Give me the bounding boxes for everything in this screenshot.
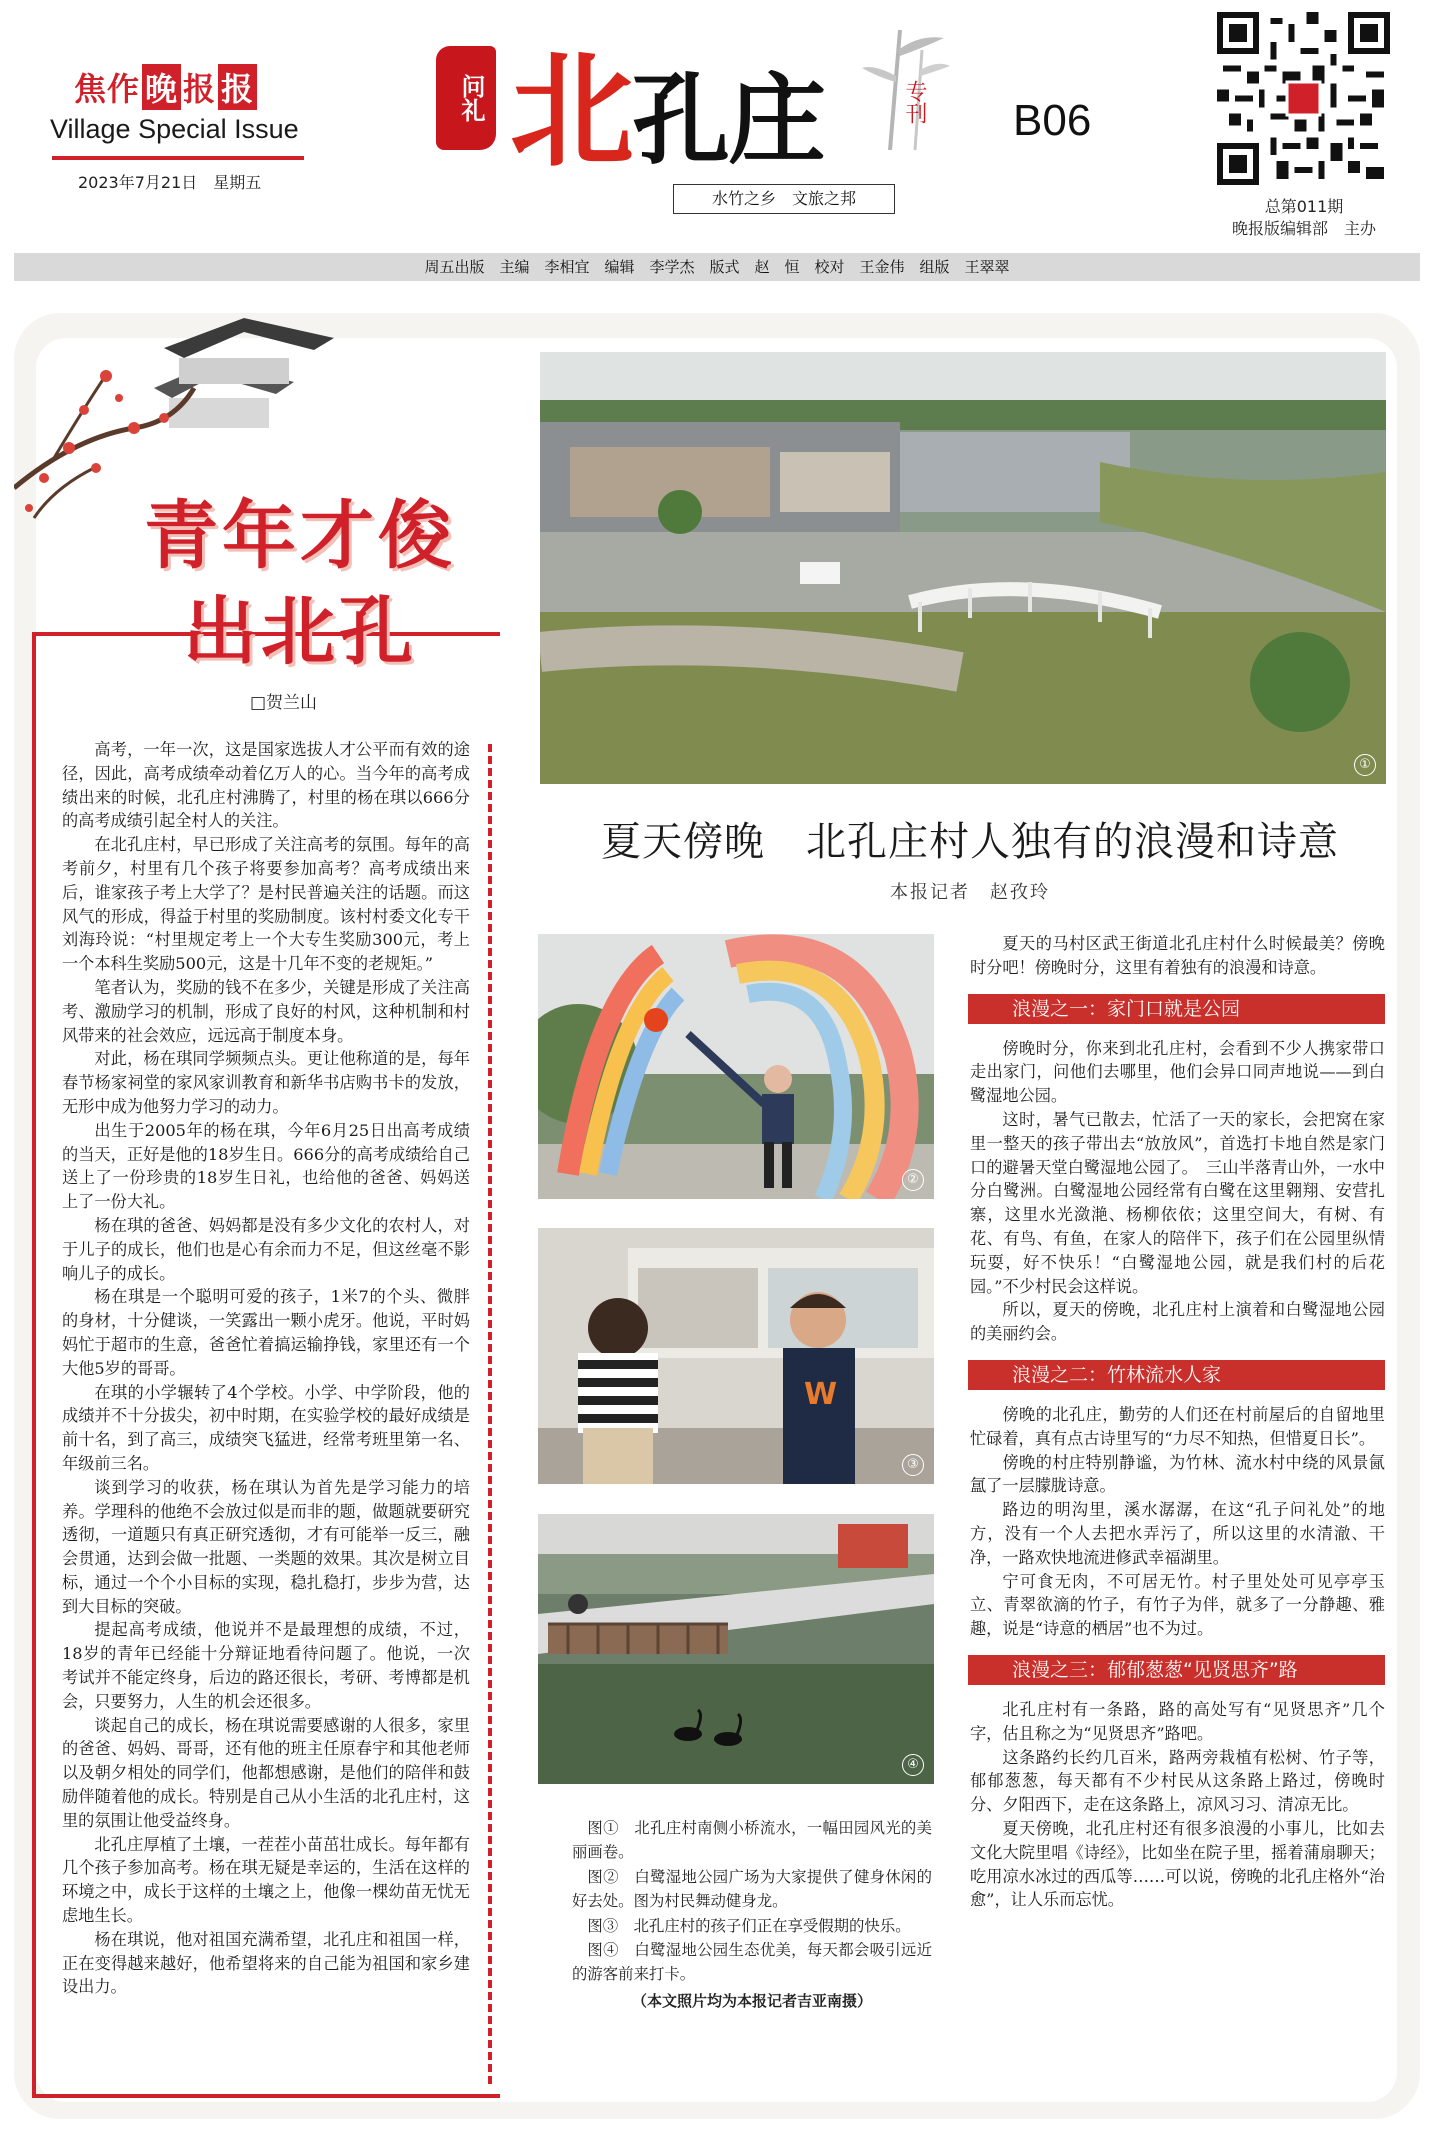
photo-caption: 图③ 北孔庄村的孩子们正在享受假期的快乐。 [587,1916,911,1935]
issue-date: 2023年7月21日 星期五 [78,173,262,192]
photo-number-3: ③ [902,1454,924,1476]
photo-number-1: ① [1354,754,1376,776]
photo-wetland-park [538,1514,934,1784]
left-title-line1: 青年才俊 [144,493,456,579]
left-article-dashed-border [488,744,492,2084]
photo-captions [572,1816,932,2013]
photo-credit: （本文照片均为本报记者吉亚南摄） [631,1991,872,2010]
paragraph: 所以，夏天的傍晚，北孔庄村上演着和白鹭湿地公园的美丽约会。 [970,1300,1385,1344]
left-title-line2: 出北孔 [183,589,417,675]
section-heading-1: 浪漫之一：家门口就是公园 [968,994,1385,1024]
paragraph: 杨在琪的爸爸、妈妈都是没有多少文化的农村人，对于儿子的成长，他们也是心有余而力不足，但这丝毫不影响儿子的成长。 [62,1215,470,1283]
issue-total-number: 总第011期 [1264,197,1344,216]
special-issue-title: 北孔庄 [510,39,825,184]
section-heading-2: 浪漫之二：竹林流水人家 [968,1360,1385,1390]
staff-credit-bar: 周五出版 主编 李相宜 编辑 李学杰 版式 赵 恒 校对 王金伟 组版 王翠翠 [14,253,1420,281]
left-article-author: □贺兰山 [250,693,318,713]
paragraph: 对此，杨在琪同学频频点头。更让他称道的是，每年春节杨家祠堂的家风家训教育和新华书店购书卡的发放，无形中成为他努力学习的动力。 [62,1049,470,1116]
paragraph: 路边的明沟里，溪水潺潺，在这“孔子问礼处”的地方，没有一个人去把水弄污了，所以这里的水清澈、干净，一路欢快地流进修武幸福湖里。 [970,1500,1385,1567]
paragraph: 傍晚的村庄特别静谧，为竹林、流水村中绕的风景氤氲了一层朦胧诗意。 [970,1452,1385,1496]
paragraph: 笔者认为，奖励的钱不在多少，关键是形成了关注高考、激励学习的机制，形成了良好的村风，这种机制和村风带来的社会效应，远远高于制度本身。 [62,977,470,1045]
section-heading-3: 浪漫之三：郁郁葱葱“见贤思齐”路 [968,1655,1385,1685]
left-article-title [110,488,490,680]
issue-info [1214,196,1394,240]
paragraph: 在北孔庄村，早已形成了关注高考的氛围。每年的高考前夕，村里有几个孩子将要参加高考？高考成绩出来后，谁家孩子考上大学了？是村民普遍关注的话题。而这风气的形成，得益于村里的奖励制度。该村村委文化专干刘海玲说：“村里规定考上一个大专生奖励300元，考上一个本科生奖励500元，这是十几年不变的老规矩。” [62,835,470,974]
page-number: B06 [1013,96,1092,145]
photo-village-bridge [540,352,1386,784]
paragraph: 北孔庄厚植了土壤，一茬茬小苗茁壮成长。每年都有几个孩子参加高考。杨在琪无疑是幸运的，生活在这样的环境之中，成长于这样的土壤之上，他像一棵幼苗无忧无虑地生长。 [62,1834,470,1926]
paragraph: 这时，暑气已散去，忙活了一天的家长，会把窝在家里一整天的孩子带出去“放放风”，首选打卡地自然是家门口的避暑天堂白鹭湿地公园了。 三山半落青山外，一水中分白鹭洲。白鹭湿地公园经常有白鹭在这里翱翔、安营扎寨，这里水光潋滟、杨柳依依；这里空间大，有树、有花、有鸟、有鱼，在家人的陪伴下，孩子们在公园里纵情玩耍，好不快乐！“白鹭湿地公园，就是我们村的后花园。”不少村民会这样说。 [970,1109,1385,1296]
paragraph: 在琪的小学辗转了4个学校。小学、中学阶段，他的成绩并不十分拔尖，初中时期，在实验学校的最好成绩是前十名，到了高三，成绩突飞猛进，经常考班里第一名、年级前三名。 [62,1382,470,1473]
paragraph: 高考，一年一次，这是国家选拔人才公平而有效的途径，因此，高考成绩牵动着亿万人的心。当今年的高考成绩出来的时候，北孔庄村沸腾了，村里的杨在琪以666分的高考成绩引起全村人的关注。 [62,740,470,831]
issue-english-title: Village Special Issue [50,114,299,144]
photo-number-4: ④ [902,1754,924,1776]
paragraph: 杨在琪是一个聪明可爱的孩子，1米7的个头、微胖的身材，十分健谈，一笑露出一颗小虎牙。他说，平时妈妈忙于超市的生意，爸爸忙着搞运输挣钱，家里还有一个大他5岁的哥哥。 [62,1287,470,1378]
red-seal: 问礼 [436,46,496,150]
paragraph: 出生于2005年的杨在琪，今年6月25日出高考成绩的当天，正好是他的18岁生日。666分的高考成绩给自己送上了一份珍贵的18岁生日礼，也给他的爸爸、妈妈送上了一份大礼。 [62,1120,470,1212]
main-article-body [970,932,1385,1912]
paragraph: 北孔庄村有一条路，路的高处写有“见贤思齐”几个字，估且称之为“见贤思齐”路吧。 [970,1699,1385,1743]
photo-caption: 图④ 白鹭湿地公园生态优美，每天都会吸引远近的游客前来打卡。 [572,1941,932,1984]
svg-text:W: W [804,1377,838,1412]
photo-caption: 图① 北孔庄村南侧小桥流水，一幅田园风光的美丽画卷。 [572,1819,932,1862]
special-issue-label: 专刊 [902,80,927,124]
main-article-intro: 夏天的马村区武王街道北孔庄村什么时候最美？傍晚时分吧！傍晚时分，这里有着独有的浪漫和诗意。 [970,934,1385,977]
main-article-title: 夏天傍晚 北孔庄村人独有的浪漫和诗意 [601,819,1339,865]
paragraph: 谈起自己的成长，杨在琪说需要感谢的人很多，家里的爸爸、妈妈、哥哥，还有他的班主任原春宇和其他老师以及朝夕相处的同学们，他都想感谢，是他们的陪伴和鼓励伴随着他的成长。特别是自己从小生活的北孔庄村，这里的氛围让他受益终身。 [62,1715,470,1830]
masthead-red-rule [52,156,304,160]
paragraph: 傍晚时分，你来到北孔庄村，会看到不少人携家带口走出家门，问他们去哪里，他们会异口同声地说——到白鹭湿地公园。 [970,1038,1385,1106]
photo-children-playing [538,1228,934,1484]
main-article-reporter: 本报记者 赵孜玲 [890,882,1050,903]
editor-department: 晚报版编辑部 主办 [1231,219,1376,238]
paper-name-logo: 焦作 晚 报 报 [74,64,310,110]
qr-code[interactable] [1217,12,1390,185]
paragraph: 夏天傍晚，北孔庄村还有很多浪漫的小事儿，比如去文化大院里唱《诗经》，比如坐在院子里，摇着蒲扇聊天；吃用凉水冰过的西瓜等……可以说，傍晚的北孔庄格外“治愈”，让人乐而忘忧。 [970,1818,1385,1910]
paragraph: 谈到学习的收获，杨在琪认为首先是学习能力的培养。学理科的他绝不会放过似是而非的题，做题就要研究透彻，一道题只有真正研究透彻，才有可能举一反三，融会贯通，达到会做一批题、一类题的效果。其次是树立目标，通过一个个小目标的实现，稳扎稳打，步步为营，达到大目标的突破。 [62,1477,470,1616]
slogan-box: 水竹之乡 文旅之邦 [673,184,895,214]
paragraph: 提起高考成绩，他说并不是最理想的成绩，不过，18岁的青年已经能十分辩证地看待问题了。他说，一次考试并不能定终身，后边的路还很长，考研、考博都是机会，只要努力，人生的机会还很多。 [62,1620,470,1711]
photo-caption: 图② 白鹭湿地公园广场为大家提供了健身休闲的好去处。图为村民舞动健身龙。 [572,1867,932,1911]
paragraph: 傍晚的北孔庄，勤劳的人们还在村前屋后的自留地里忙碌着，真有点古诗里写的“力尽不知热，但惜夏日长”。 [970,1404,1385,1448]
paragraph: 杨在琪说，他对祖国充满希望，北孔庄和祖国一样，正在变得越来越好，他希望将来的自己能为祖国和家乡建设出力。 [62,1929,470,1997]
photo-dragon-dance [538,934,934,1199]
photo-number-2: ② [902,1169,924,1191]
left-article-body [62,738,470,1999]
paragraph: 这条路约长约几百米，路两旁栽植有松树、竹子等，郁郁葱葱，每天都有不少村民从这条路上路过，傍晚时分、夕阳西下，走在这条路上，凉风习习、清凉无比。 [970,1747,1385,1815]
paragraph: 宁可食无肉，不可居无竹。村子里处处可见亭亭玉立、青翠欲滴的竹子，有竹子为伴，就多了一分静趣、雅趣，说是“诗意的栖居”也不为过。 [970,1571,1385,1639]
